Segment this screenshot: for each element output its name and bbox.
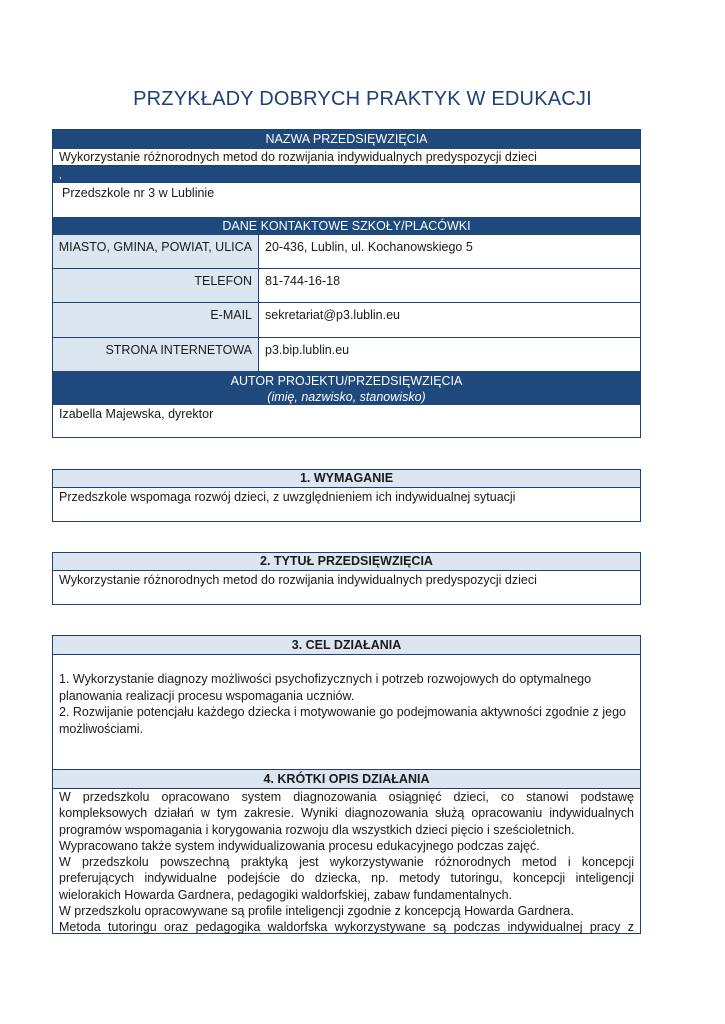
requirement-section: [52, 469, 641, 522]
address-label: MIASTO, GMINA, POWIAT, ULICA: [53, 235, 259, 268]
description-content: [53, 789, 640, 936]
separator-mark: ,: [59, 170, 62, 180]
phone-label: TELEFON: [53, 269, 259, 302]
email-value: sekretariat@p3.lublin.eu: [265, 308, 400, 322]
page-title: PRZYKŁADY DOBRYCH PRAKTYK W EDUKACJI: [133, 88, 592, 110]
contact-header: DANE KONTAKTOWE SZKOŁY/PLACÓWKI: [53, 217, 640, 235]
goal-line-2: 2. Rozwijanie potencjału każdego dziecka i motywowanie go podejmowania aktywności zgodnie z jego możliwościami.: [59, 705, 626, 736]
title-section-header: 2. TYTUŁ PRZEDSIĘWZIĘCIA: [53, 553, 640, 571]
contact-row-address: [53, 235, 640, 268]
email-label: E-MAIL: [53, 303, 259, 337]
title-section: [52, 552, 641, 605]
separator-bar: [53, 166, 640, 183]
project-name-value: Wykorzystanie różnorodnych metod do rozwijania indywidualnych predyspozycji dzieci: [53, 149, 640, 166]
description-paragraph-4: W przedszkolu opracowywane są profile inteligencji zgodnie z koncepcją Howarda Gardnera.: [59, 904, 574, 919]
author-value: Izabella Majewska, dyrektor: [59, 407, 214, 421]
contact-row-email: [53, 302, 640, 337]
description-paragraph-3: W przedszkolu powszechną praktyką jest wykorzystywanie różnorodnych metod i koncepcji preferujących indywidualne podejście do dziecka, np. metody tutoringu, koncepcji inteligencji wielorakich Howarda Gardnera, pedagogiki waldorfskiej, zabaw fundamentalnych.: [59, 855, 634, 902]
author-header-subtitle: (imię, nazwisko, stanowisko): [267, 390, 426, 404]
goal-description-section: [52, 635, 641, 934]
institution-name: Przedszkole nr 3 w Lublinie: [62, 186, 215, 200]
contact-row-website: [53, 337, 640, 371]
requirement-header: 1. WYMAGANIE: [53, 470, 640, 488]
goal-line-1: 1. Wykorzystanie diagnozy możliwości psychofizycznych i potrzeb rozwojowych do optymalnego planowania realizacji procesu wspomagania uczniów.: [59, 672, 592, 703]
description-paragraph-1: W przedszkolu opracowano system diagnozowania osiągnięć dzieci, co stanowi podstawę kompleksowych działań w tym zakresie. Wyniki diagnozowania służą opracowaniu indywidualnych programów wspomagania i korygowania rozwoju dla wszystkich dzieci pięcio i sześcioletnich.: [59, 790, 634, 837]
description-header: 4. KRÓTKI OPIS DZIAŁANIA: [53, 769, 640, 789]
phone-value: 81-744-16-18: [265, 274, 341, 288]
address-value: 20-436, Lublin, ul. Kochanowskiego 5: [265, 240, 473, 254]
project-name-header: NAZWA PRZEDSIĘWZIĘCIA: [53, 130, 640, 149]
goal-header: 3. CEL DZIAŁANIA: [53, 636, 640, 655]
website-label: STRONA INTERNETOWA: [53, 338, 259, 371]
website-value: p3.bip.lublin.eu: [265, 343, 350, 357]
description-paragraph-2: Wypracowano także system indywidualizowania procesu edukacyjnego podczas zajęć.: [59, 838, 540, 853]
author-header-title: AUTOR PROJEKTU/PRZEDSIĘWZIĘCIA: [230, 374, 463, 388]
title-section-value: Wykorzystanie różnorodnych metod do rozwijania indywidualnych predyspozycji dzieci: [59, 573, 537, 587]
contact-row-phone: [53, 268, 640, 302]
goal-content: [53, 655, 640, 769]
description-paragraph-5: Metoda tutoringu oraz pedagogika waldorfska wykorzystywane są podczas indywidualnej pracy z: [59, 920, 634, 935]
author-header: [53, 371, 640, 405]
project-info-table: [52, 129, 641, 438]
requirement-value: Przedszkole wspomaga rozwój dzieci, z uwzględnieniem ich indywidualnej sytuacji: [59, 490, 516, 504]
